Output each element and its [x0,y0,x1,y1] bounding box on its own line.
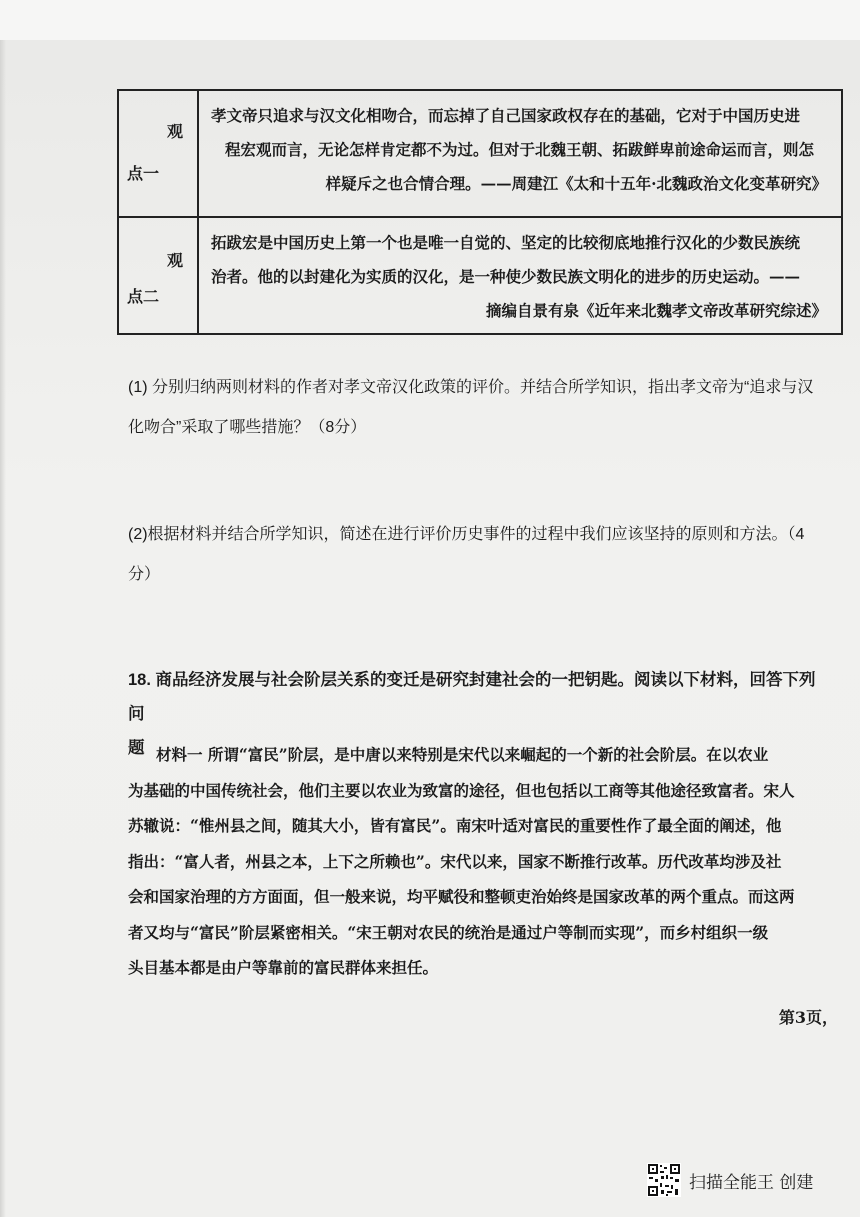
top-margin [0,0,860,40]
material-line: 会和国家治理的方方面面，但一般来说，均平赋役和整顿吏治始终是国家改革的两个重点。而这两 [128,887,795,906]
citation: 样疑斥之也合情合理。——周建江《太和十五年·北魏政治文化变革研究》 [325,174,827,193]
viewpoint-label-cell [119,218,199,333]
scanner-brand: 扫描全能王 创建 [689,1172,814,1193]
question-line: 分） [128,566,161,583]
viewpoint-text [211,99,827,201]
viewpoint-label: 观 [167,122,184,141]
material-line: 苏辙说：“惟州县之间，随其大小，皆有富民”。南宋叶适对富民的重要性作了最全面的阐述，他 [128,816,782,835]
viewpoint-label: 点二 [127,287,160,306]
question-line: (2)根据材料并结合所学知识，简述在进行评价历史事件的过程中我们应该坚持的原则和方法。（4 [128,526,805,543]
viewpoints-table [117,89,843,335]
question-1 [128,368,828,448]
viewpoint-text [211,226,827,328]
page-number: 第3页， [778,1008,838,1027]
material-1 [128,737,833,986]
question-line: 18. 商品经济发展与社会阶层关系的变迁是研究封建社会的一把钥匙。阅读以下材料，回答下列问 [128,671,816,723]
viewpoint-label: 点一 [127,164,160,183]
question-line: (1) 分别归纳两则材料的作者对孝文帝汉化政策的评价。并结合所学知识，指出孝文帝为“追求与汉 [128,379,814,396]
citation: 摘编自景有泉《近年来北魏孝文帝改革研究综述》 [485,301,827,320]
viewpoint-row-1 [119,91,841,218]
material-line: 指出：“富人者，州县之本，上下之所赖也”。宋代以来，国家不断推行改革。历代改革均涉及社 [128,851,782,871]
viewpoint-row-2 [119,218,841,333]
material-line: 者又均与“富民”阶层紧密相关。“宋王朝对农民的统治是通过户等制而实现”，而乡村组织一级 [128,922,769,942]
text-line: 拓跋宏是中国历史上第一个也是唯一自觉的、坚定的比较彻底地推行汉化的少数民族统 [211,233,801,252]
qr-code-icon [647,1163,681,1197]
question-line: 化吻合”采取了哪些措施？（8分） [128,419,367,436]
scan-shadow [0,40,6,1217]
viewpoint-label: 观 [167,251,184,270]
material-line: 为基础的中国传统社会，他们主要以农业为致富的途径，但也包括以工商等其他途径致富者。宋人 [128,780,795,800]
scanner-watermark [647,1162,813,1198]
text-line: 孝文帝只追求与汉文化相吻合，而忘掉了自己国家政权存在的基础，它对于中国历史进 [211,106,801,125]
viewpoint-label-cell [119,91,199,216]
text-line: 治者。他的以封建化为实质的汉化，是一种使少数民族文明化的进步的历史运动。—— [211,267,801,286]
text-line: 程宏观而言，无论怎样肯定都不为过。但对于北魏王朝、拓跋鲜卑前途命运而言，则怎 [225,140,815,159]
question-line: 题 [128,739,145,757]
material-line: 头目基本都是由户等靠前的富民群体来担任。 [128,958,439,977]
material-line: 材料一 所谓“富民”阶层，是中唐以来特别是宋代以来崛起的一个新的社会阶层。在以农业 [156,745,769,764]
question-2 [128,515,828,595]
